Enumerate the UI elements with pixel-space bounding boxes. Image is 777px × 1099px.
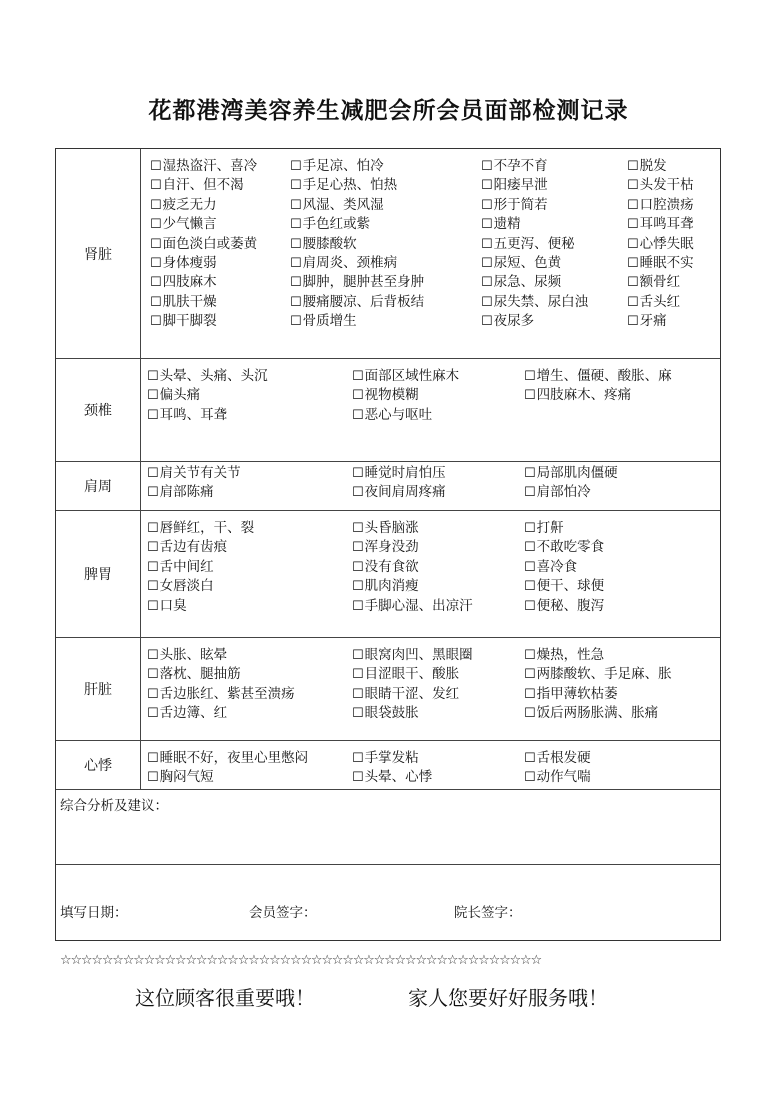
symptom-column	[352, 367, 459, 425]
symptom-checkbox[interactable]: ☐ 便秘、腹泻	[524, 597, 604, 616]
symptom-checkbox[interactable]: ☐ 腰痛腰凉、后背板结	[290, 293, 424, 312]
symptom-checkbox[interactable]: ☐ 增生、僵硬、酸胀、麻	[524, 367, 672, 386]
symptom-checkbox[interactable]: ☐ 舌根发硬	[524, 749, 591, 768]
symptom-column	[352, 519, 473, 616]
symptom-checkbox[interactable]: ☐ 指甲薄软枯萎	[524, 685, 672, 704]
symptom-checkbox[interactable]: ☐ 恶心与呕吐	[352, 406, 459, 425]
record-table	[55, 148, 721, 941]
symptom-checkbox[interactable]: ☐ 湿热盗汗、喜冷	[150, 157, 257, 176]
symptom-checkbox[interactable]: ☐ 肩关节有关节	[147, 464, 241, 483]
symptom-checkbox[interactable]: ☐ 睡眠不实	[627, 254, 694, 273]
symptom-checkbox[interactable]: ☐ 耳鸣、耳聋	[147, 406, 268, 425]
symptom-column	[352, 646, 473, 724]
symptom-checkbox[interactable]: ☐ 形于简若	[481, 196, 588, 215]
symptom-column	[524, 367, 672, 406]
symptom-checkbox[interactable]: ☐ 腰膝酸软	[290, 235, 424, 254]
symptom-checkbox[interactable]: ☐ 面色淡白或萎黄	[150, 235, 257, 254]
section-kidney	[56, 149, 720, 359]
symptom-checkbox[interactable]: ☐ 自汗、但不渴	[150, 176, 257, 195]
symptom-checkbox[interactable]: ☐ 骨质增生	[290, 312, 424, 331]
symptom-checkbox[interactable]: ☐ 视物模糊	[352, 386, 459, 405]
analysis-label: 综合分析及建议：	[60, 798, 168, 814]
symptom-checkbox[interactable]: ☐ 睡觉时肩怕压	[352, 464, 446, 483]
symptom-checkbox[interactable]: ☐ 阳痿早泄	[481, 176, 588, 195]
symptom-column	[481, 157, 588, 332]
symptom-column	[147, 464, 241, 503]
symptom-checkbox[interactable]: ☐ 眼袋鼓胀	[352, 704, 473, 723]
symptom-checkbox[interactable]: ☐ 四肢麻木、疼痛	[524, 386, 672, 405]
symptom-checkbox[interactable]: ☐ 手掌发粘	[352, 749, 432, 768]
symptom-checkbox[interactable]: ☐ 手色红或紫	[290, 215, 424, 234]
director-signature-label: 院长签字：	[454, 905, 522, 921]
symptom-checkbox[interactable]: ☐ 舌边簿、红	[147, 704, 295, 723]
symptom-checkbox[interactable]: ☐ 四肢麻木	[150, 273, 257, 292]
symptom-checkbox[interactable]: ☐ 头晕、心悸	[352, 768, 432, 787]
section-label: 肾脏	[56, 149, 141, 358]
symptom-column	[147, 646, 295, 724]
symptom-checkbox[interactable]: ☐ 口腔溃疡	[627, 196, 694, 215]
symptom-column	[524, 646, 672, 724]
symptom-checkbox[interactable]: ☐ 心悸失眠	[627, 235, 694, 254]
symptom-checkbox[interactable]: ☐ 额骨红	[627, 273, 694, 292]
symptom-checkbox[interactable]: ☐ 舌中间红	[147, 558, 254, 577]
symptom-column	[524, 464, 618, 503]
section-label: 肝脏	[56, 638, 141, 740]
symptom-checkbox[interactable]: ☐ 口臭	[147, 597, 254, 616]
symptom-column	[147, 367, 268, 425]
symptom-checkbox[interactable]: ☐ 少气懒言	[150, 215, 257, 234]
symptom-checkbox[interactable]: ☐ 尿失禁、尿白浊	[481, 293, 588, 312]
symptom-checkbox[interactable]: ☐ 疲乏无力	[150, 196, 257, 215]
symptom-checkbox[interactable]: ☐ 眼睛干涩、发红	[352, 685, 473, 704]
symptom-checkbox[interactable]: ☐ 肩部陈痛	[147, 483, 241, 502]
section-cervical	[56, 359, 720, 462]
symptom-checkbox[interactable]: ☐ 风湿、类风湿	[290, 196, 424, 215]
symptom-checkbox[interactable]: ☐ 脚干脚裂	[150, 312, 257, 331]
symptom-checkbox[interactable]: ☐ 两膝酸软、手足麻、胀	[524, 665, 672, 684]
symptom-checkbox[interactable]: ☐ 头发干枯	[627, 176, 694, 195]
star-divider: ☆☆☆☆☆☆☆☆☆☆☆☆☆☆☆☆☆☆☆☆☆☆☆☆☆☆☆☆☆☆☆☆☆☆☆☆☆☆☆☆☆☆☆☆☆☆	[60, 953, 541, 968]
symptom-checkbox[interactable]: ☐ 不孕不育	[481, 157, 588, 176]
page-title: 花都港湾美容养生减肥会所会员面部检测记录	[148, 98, 629, 124]
symptom-column	[290, 157, 424, 332]
symptom-checkbox[interactable]: ☐ 动作气喘	[524, 768, 591, 787]
section-shoulder	[56, 462, 720, 511]
symptom-checkbox[interactable]: ☐ 饭后两肠胀满、胀痛	[524, 704, 672, 723]
date-label: 填写日期：	[60, 905, 128, 921]
symptom-checkbox[interactable]: ☐ 浑身没劲	[352, 538, 473, 557]
symptom-column	[147, 749, 308, 788]
footer-right-slogan: 家人您要好好服务哦！	[408, 986, 608, 1010]
symptom-checkbox[interactable]: ☐ 眼窝肉凹、黑眼圈	[352, 646, 473, 665]
symptom-checkbox[interactable]: ☐ 耳鸣耳聋	[627, 215, 694, 234]
footer-left-slogan: 这位顾客很重要哦！	[135, 986, 315, 1010]
symptom-checkbox[interactable]: ☐ 手足凉、怕冷	[290, 157, 424, 176]
section-label: 心悸	[56, 741, 141, 789]
symptom-column	[524, 519, 604, 616]
symptom-checkbox[interactable]: ☐ 目涩眼干、酸胀	[352, 665, 473, 684]
symptom-checkbox[interactable]: ☐ 燥热，性急	[524, 646, 672, 665]
symptom-checkbox[interactable]: ☐ 脱发	[627, 157, 694, 176]
symptom-checkbox[interactable]: ☐ 牙痛	[627, 312, 694, 331]
symptom-checkbox[interactable]: ☐ 睡眠不好，夜里心里憋闷	[147, 749, 308, 768]
symptom-checkbox[interactable]: ☐ 舌边有齿痕	[147, 538, 254, 557]
symptom-checkbox[interactable]: ☐ 女唇淡白	[147, 577, 254, 596]
symptom-checkbox[interactable]: ☐ 尿短、色黄	[481, 254, 588, 273]
symptom-checkbox[interactable]: ☐ 遗精	[481, 215, 588, 234]
symptom-checkbox[interactable]: ☐ 肌肉消瘦	[352, 577, 473, 596]
symptom-checkbox[interactable]: ☐ 便干、球便	[524, 577, 604, 596]
symptom-checkbox[interactable]: ☐ 肩周炎、颈椎病	[290, 254, 424, 273]
section-heart	[56, 741, 720, 790]
symptom-column	[147, 519, 254, 616]
symptom-column	[352, 749, 432, 788]
symptom-checkbox[interactable]: ☐ 身体瘦弱	[150, 254, 257, 273]
section-label: 肩周	[56, 462, 141, 510]
symptom-checkbox[interactable]: ☐ 肌肤干燥	[150, 293, 257, 312]
symptom-checkbox[interactable]: ☐ 夜间肩周疼痛	[352, 483, 446, 502]
symptom-checkbox[interactable]: ☐ 头胀、眩晕	[147, 646, 295, 665]
symptom-checkbox[interactable]: ☐ 五更泻、便秘	[481, 235, 588, 254]
analysis-row	[56, 790, 720, 865]
symptom-column	[627, 157, 694, 332]
symptom-checkbox[interactable]: ☐ 打鼾	[524, 519, 604, 538]
symptom-column	[150, 157, 257, 332]
symptom-checkbox[interactable]: ☐ 喜冷食	[524, 558, 604, 577]
symptom-column	[352, 464, 446, 503]
symptom-checkbox[interactable]: ☐ 肩部怕冷	[524, 483, 618, 502]
symptom-checkbox[interactable]: ☐ 局部肌肉僵硬	[524, 464, 618, 483]
symptom-column	[524, 749, 591, 788]
symptom-checkbox[interactable]: ☐ 手脚心湿、出凉汗	[352, 597, 473, 616]
symptom-checkbox[interactable]: ☐ 头晕、头痛、头沉	[147, 367, 268, 386]
symptom-checkbox[interactable]: ☐ 胸闷气短	[147, 768, 308, 787]
member-signature-label: 会员签字：	[249, 905, 317, 921]
section-spleen-stomach	[56, 511, 720, 638]
symptom-checkbox[interactable]: ☐ 落枕、腿抽筋	[147, 665, 295, 684]
symptom-checkbox[interactable]: ☐ 面部区域性麻木	[352, 367, 459, 386]
signature-row	[56, 865, 720, 941]
symptom-checkbox[interactable]: ☐ 头昏脑涨	[352, 519, 473, 538]
symptom-checkbox[interactable]: ☐ 偏头痛	[147, 386, 268, 405]
symptom-checkbox[interactable]: ☐ 舌边胀红、紫甚至溃疡	[147, 685, 295, 704]
symptom-checkbox[interactable]: ☐ 尿急、尿频	[481, 273, 588, 292]
symptom-checkbox[interactable]: ☐ 没有食欲	[352, 558, 473, 577]
section-label: 颈椎	[56, 359, 141, 461]
symptom-checkbox[interactable]: ☐ 唇鲜红，干、裂	[147, 519, 254, 538]
symptom-checkbox[interactable]: ☐ 舌头红	[627, 293, 694, 312]
symptom-checkbox[interactable]: ☐ 脚肿，腿肿甚至身肿	[290, 273, 424, 292]
section-label: 脾胃	[56, 511, 141, 637]
symptom-checkbox[interactable]: ☐ 不敢吃零食	[524, 538, 604, 557]
symptom-checkbox[interactable]: ☐ 夜尿多	[481, 312, 588, 331]
section-liver	[56, 638, 720, 741]
symptom-checkbox[interactable]: ☐ 手足心热、怕热	[290, 176, 424, 195]
